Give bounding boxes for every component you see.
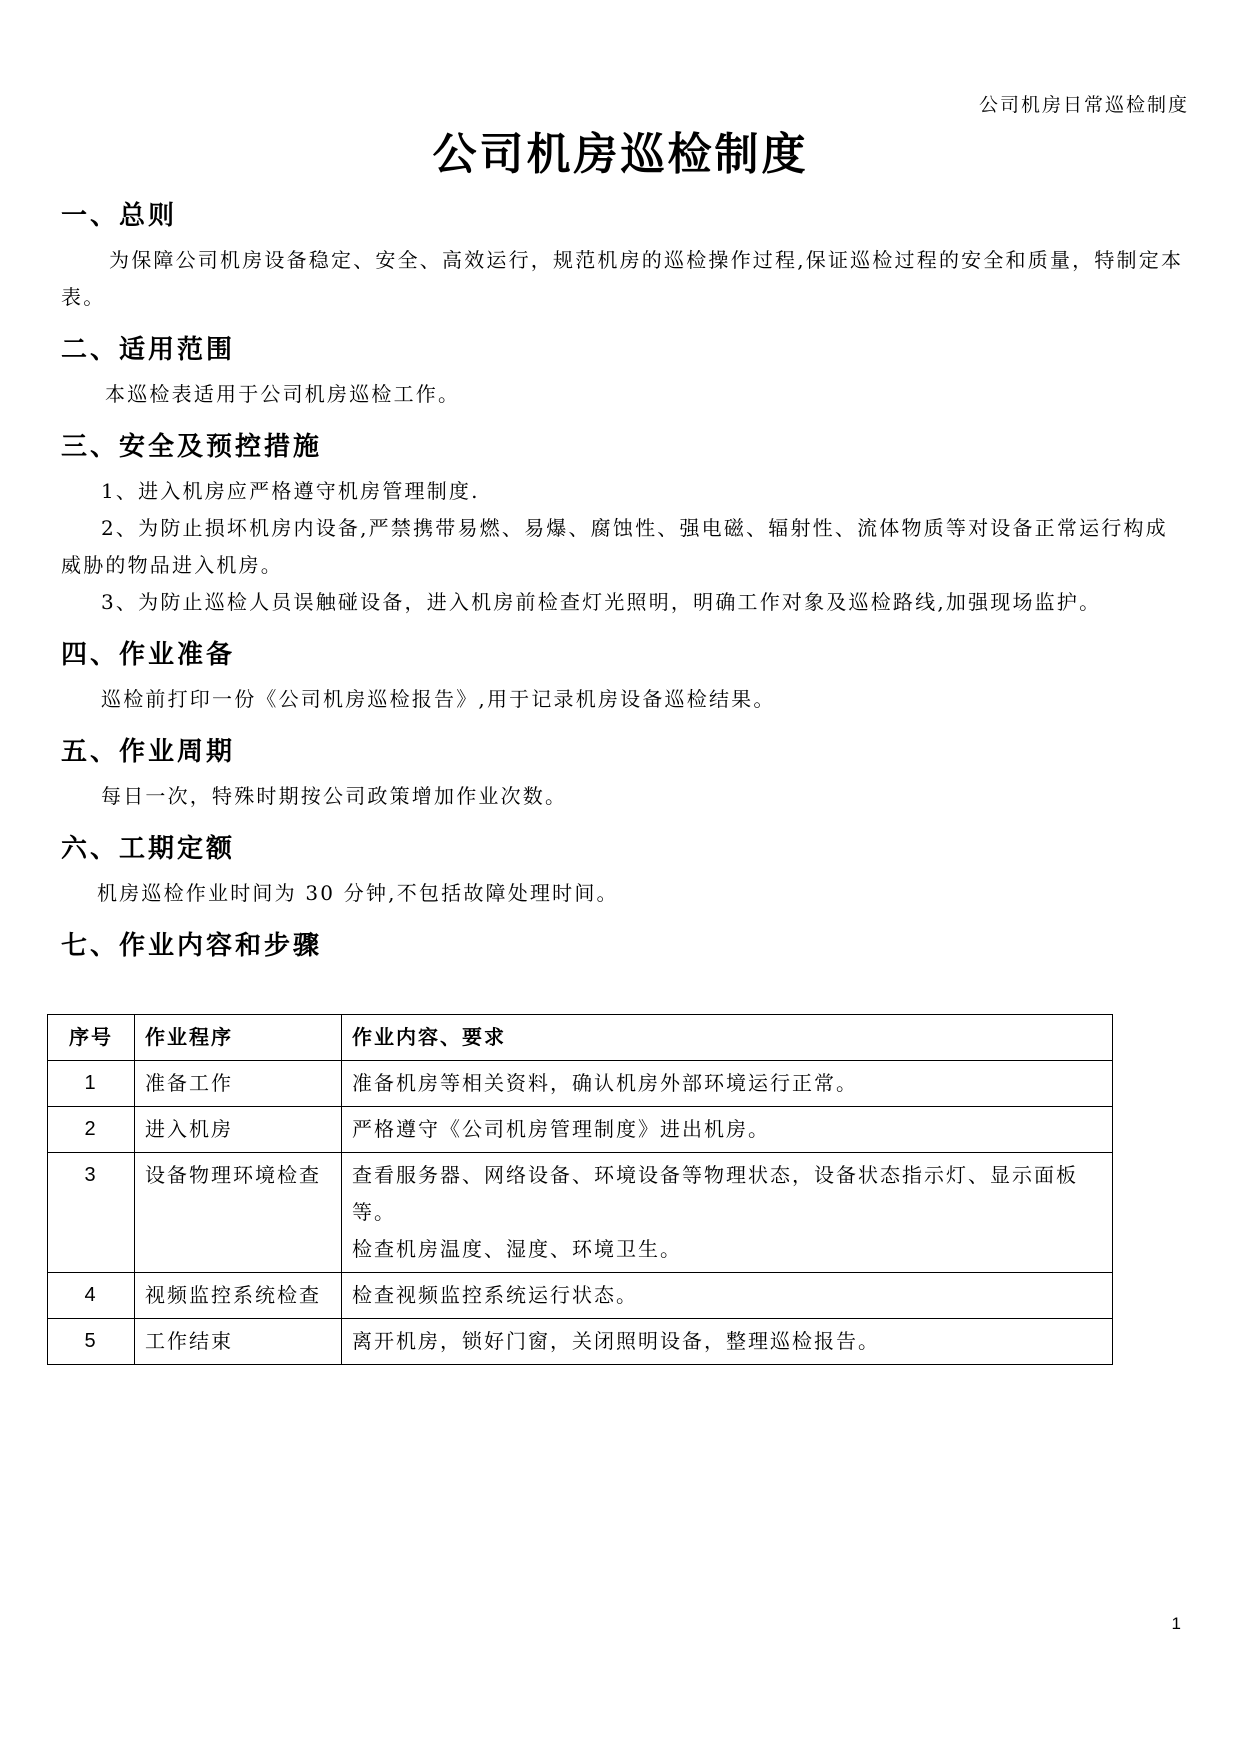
section-heading: 六、工期定额 <box>61 834 236 864</box>
row-content-line: 准备机房等相关资料，确认机房外部环境运行正常。 <box>352 1071 858 1095</box>
column-header-number: 序号 <box>48 1015 135 1061</box>
table-row <box>48 1061 1113 1107</box>
running-header: 公司机房日常巡检制度 <box>978 94 1189 116</box>
document-title: 公司机房巡检制度 <box>432 129 809 180</box>
row-content-line: 严格遵守《公司机房管理制度》进出机房。 <box>352 1117 770 1141</box>
row-number: 4 <box>48 1273 135 1319</box>
table-header-row <box>48 1015 1113 1061</box>
section-heading: 一、总则 <box>61 201 178 231</box>
page-number: 1 <box>1171 1614 1181 1633</box>
section-paragraph: 1、进入机房应严格遵守机房管理制度. <box>101 479 480 503</box>
document-body <box>61 196 1186 966</box>
row-content <box>342 1319 1113 1365</box>
section-paragraph: 机房巡检作业时间为 30 分钟,不包括故障处理时间。 <box>97 881 619 905</box>
table-row <box>48 1273 1113 1319</box>
row-content <box>342 1061 1113 1107</box>
section-paragraph: 2、为防止损坏机房内设备,严禁携带易燃、易爆、腐蚀性、强电磁、辐射性、流体物质等对设备正常运行构成威胁的物品进入机房。 <box>61 516 1168 577</box>
section-heading: 五、作业周期 <box>61 737 236 767</box>
row-number: 2 <box>48 1107 135 1153</box>
row-procedure: 准备工作 <box>135 1061 342 1107</box>
row-content-line: 离开机房，锁好门窗，关闭照明设备，整理巡检报告。 <box>352 1329 880 1353</box>
section-paragraph: 为保障公司机房设备稳定、安全、高效运行，规范机房的巡检操作过程,保证巡检过程的安全和质量，特制定本表。 <box>61 248 1184 309</box>
section-paragraph: 3、为防止巡检人员误触碰设备，进入机房前检查灯光照明，明确工作对象及巡检路线,加强现场监护。 <box>101 590 1102 614</box>
row-number: 5 <box>48 1319 135 1365</box>
column-header-procedure: 作业程序 <box>135 1015 342 1061</box>
table-row <box>48 1107 1113 1153</box>
column-header-content: 作业内容、要求 <box>342 1015 1113 1061</box>
table-row <box>48 1153 1113 1273</box>
section-paragraph: 每日一次，特殊时期按公司政策增加作业次数。 <box>101 784 568 808</box>
table-row <box>48 1319 1113 1365</box>
row-procedure: 进入机房 <box>135 1107 342 1153</box>
row-content-line: 查看服务器、网络设备、环境设备等物理状态，设备状态指示灯、显示面板等。 <box>352 1163 1078 1224</box>
section-paragraph: 巡检前打印一份《公司机房巡检报告》,用于记录机房设备巡检结果。 <box>101 687 776 711</box>
row-content <box>342 1273 1113 1319</box>
row-content <box>342 1107 1113 1153</box>
row-number: 1 <box>48 1061 135 1107</box>
row-number: 3 <box>48 1153 135 1273</box>
work-steps-table <box>47 1014 1113 1365</box>
section-heading: 四、作业准备 <box>61 640 236 670</box>
row-procedure: 设备物理环境检查 <box>135 1153 342 1273</box>
row-content-line: 检查视频监控系统运行状态。 <box>352 1283 638 1307</box>
row-procedure: 视频监控系统检查 <box>135 1273 342 1319</box>
row-procedure: 工作结束 <box>135 1319 342 1365</box>
row-content-line: 检查机房温度、湿度、环境卫生。 <box>352 1237 682 1261</box>
section-heading: 三、安全及预控措施 <box>61 432 323 462</box>
row-content <box>342 1153 1113 1273</box>
section-paragraph: 本巡检表适用于公司机房巡检工作。 <box>105 382 461 406</box>
section-heading: 七、作业内容和步骤 <box>61 931 323 961</box>
section-heading: 二、适用范围 <box>61 335 236 365</box>
